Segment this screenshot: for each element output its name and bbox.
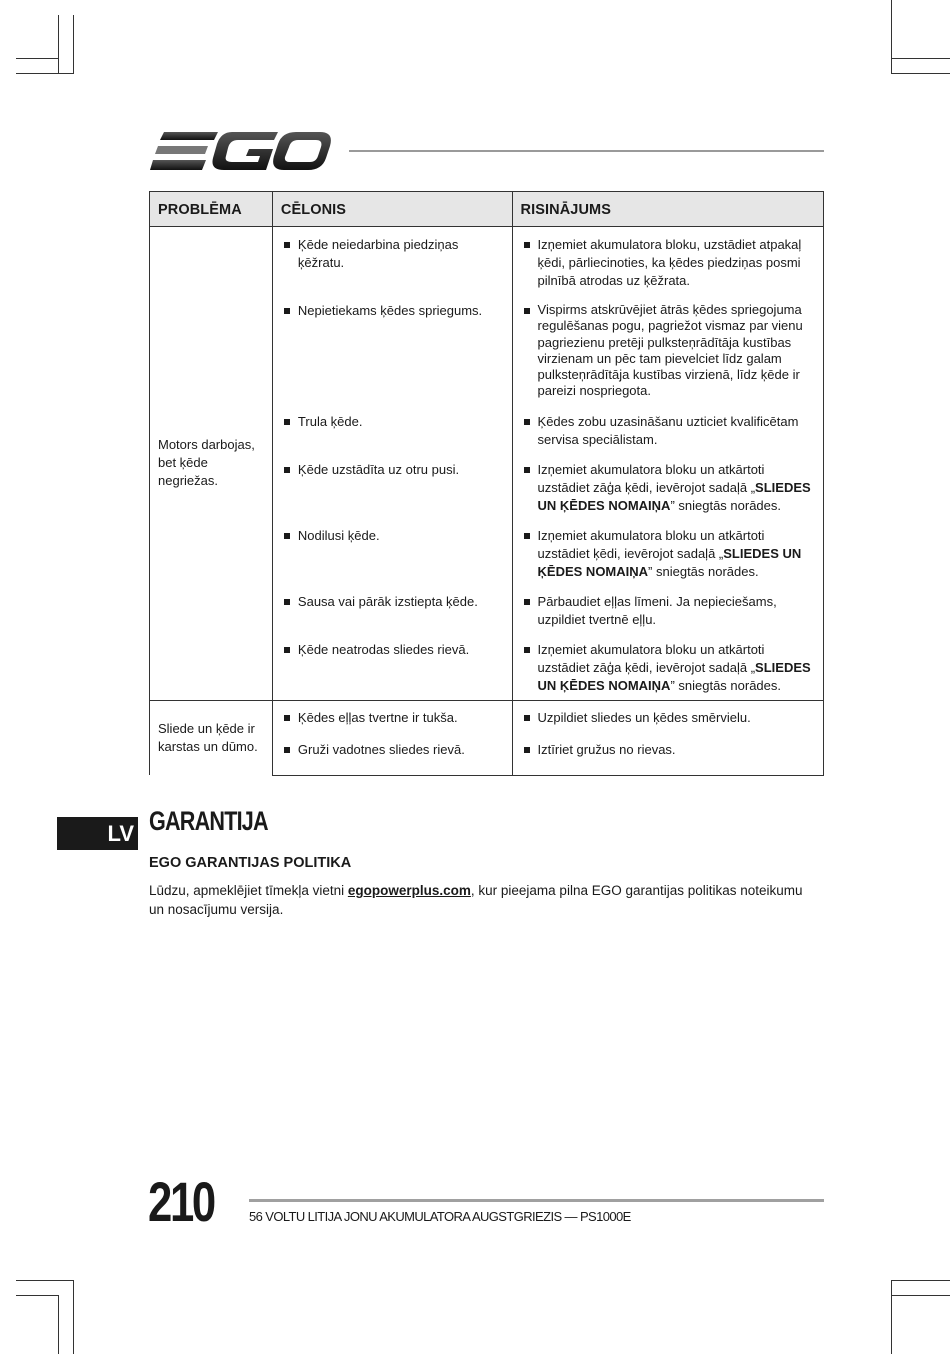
cause-text: Trula ķēde. xyxy=(273,413,512,431)
solution-cell xyxy=(512,527,823,593)
solution-text-post: ” sniegtās norādes. xyxy=(648,563,759,579)
warranty-subtitle: EGO GARANTIJAS POLITIKA xyxy=(149,855,352,871)
solution-cell xyxy=(512,413,823,461)
ego-logo xyxy=(150,130,332,172)
footer-product-title: 56 VOLTU LITIJA JONU AKUMULATORA AUGSTGRIEZIS — PS1000E xyxy=(249,1209,631,1224)
cause-cell xyxy=(272,227,512,303)
problem-cell: Motors darbojas, bet ķēde negriežas. xyxy=(150,227,273,701)
solution-cell xyxy=(512,302,823,413)
header-solution: RISINĀJUMS xyxy=(512,192,823,227)
cause-cell xyxy=(272,527,512,593)
cause-text: Ķēde neiedarbina piedziņas ķēžratu. xyxy=(273,236,512,272)
cause-text: Ķēdes eļļas tvertne ir tukša. xyxy=(273,709,512,727)
troubleshooting-table xyxy=(149,191,824,776)
cause-cell xyxy=(272,641,512,701)
solution-text: Iztīriet gružus no rievas. xyxy=(513,741,823,759)
cause-cell xyxy=(272,413,512,461)
solution-cell xyxy=(512,461,823,527)
header-problem: PROBLĒMA xyxy=(150,192,273,227)
footer-rule xyxy=(249,1199,824,1202)
warranty-title: GARANTIJA xyxy=(149,806,268,836)
solution-text-pre: Izņemiet akumulatora bloku un atkārtoti uzstādiet zāģa ķēdi, ievērojot sadaļā „ xyxy=(537,641,765,675)
solution-text xyxy=(513,461,823,515)
header-rule xyxy=(349,150,824,152)
crop-mark xyxy=(16,73,74,74)
header-cause: CĒLONIS xyxy=(272,192,512,227)
cause-text: Nodilusi ķēde. xyxy=(273,527,512,545)
crop-mark xyxy=(73,1280,74,1354)
cause-cell xyxy=(272,302,512,413)
cause-text: Ķēde neatrodas sliedes rievā. xyxy=(273,641,512,659)
crop-mark xyxy=(891,1280,950,1281)
crop-mark xyxy=(16,1280,74,1281)
crop-mark xyxy=(891,58,950,59)
solution-text xyxy=(513,641,823,695)
language-tab: LV xyxy=(57,817,138,850)
logo-text: EGO xyxy=(241,160,244,161)
solution-text-pre: Izņemiet akumulatora bloku un atkārtoti uzstādiet zāģa ķēdi, ievērojot sadaļā „ xyxy=(537,461,765,495)
table-row xyxy=(150,700,824,741)
table-header-row xyxy=(150,192,824,227)
solution-text: Pārbaudiet eļļas līmeni. Ja nepieciešams, uzpildiet tvertnē eļļu. xyxy=(513,593,823,629)
cause-cell xyxy=(272,593,512,641)
cause-cell xyxy=(272,461,512,527)
solution-cell xyxy=(512,227,823,303)
warranty-text-pre: Lūdzu, apmeklējiet tīmekļa vietni xyxy=(149,883,348,898)
solution-cell xyxy=(512,700,823,741)
cause-cell xyxy=(272,741,512,776)
warranty-text xyxy=(149,881,809,919)
section-reference: SLIEDES UN ĶĒDES NOMAIŅA xyxy=(537,545,802,579)
solution-cell xyxy=(512,593,823,641)
solution-text: Ķēdes zobu uzasināšanu uzticiet kvalificētam servisa speciālistam. xyxy=(513,413,823,449)
crop-mark xyxy=(58,1295,59,1354)
crop-mark xyxy=(891,1280,892,1354)
warranty-text-post: , kur pieejama pilna EGO garantijas politikas noteikumu un nosacījumu versija. xyxy=(149,883,803,917)
solution-text: Uzpildiet sliedes un ķēdes smērvielu. xyxy=(513,709,823,727)
crop-mark xyxy=(891,73,950,74)
crop-mark xyxy=(58,15,59,73)
problem-cell: Sliede un ķēde ir karstas un dūmo. xyxy=(150,700,273,775)
cause-text: Sausa vai pārāk izstiepta ķēde. xyxy=(273,593,512,611)
solution-cell xyxy=(512,741,823,776)
solution-text-pre: Izņemiet akumulatora bloku un atkārtoti uzstādiet ķēdi, ievērojot sadaļā „ xyxy=(537,527,765,561)
cause-text: Gruži vadotnes sliedes rievā. xyxy=(273,741,512,759)
cause-text: Nepietiekams ķēdes spriegums. xyxy=(273,302,512,320)
crop-mark xyxy=(73,15,74,73)
solution-text: Vispirms atskrūvējiet ātrās ķēdes spriegojuma regulēšanas pogu, pagriežot vismaz par vienu pagriezienu pretēji pulksteņrādītāja kustības virzienam un pēc tam pievelciet līdz galam pulksteņrādītāja kustības virzienā, līdz ķēde ir pareizi nospriegota. xyxy=(513,302,823,400)
solution-text xyxy=(513,527,823,581)
crop-mark xyxy=(891,0,892,73)
section-reference: SLIEDES UN ĶĒDES NOMAIŅA xyxy=(537,479,811,513)
solution-text-post: ” sniegtās norādes. xyxy=(670,497,782,513)
cause-text: Ķēde uzstādīta uz otru pusi. xyxy=(273,461,512,479)
solution-cell xyxy=(512,641,823,701)
website-link[interactable]: egopowerplus.com xyxy=(347,883,471,898)
crop-mark xyxy=(16,1295,59,1296)
crop-mark xyxy=(891,1295,950,1296)
section-reference: SLIEDES UN ĶĒDES NOMAIŅA xyxy=(537,659,811,693)
solution-text: Izņemiet akumulatora bloku, uzstādiet atpakaļ ķēdi, pārliecinoties, ka ķēdes piedziņas posmi pilnībā atrodas uz ķēžrata. xyxy=(513,236,823,290)
table-row xyxy=(150,227,824,303)
solution-text-post: ” sniegtās norādes. xyxy=(670,677,782,693)
page-number: 210 xyxy=(148,1170,214,1233)
cause-cell xyxy=(272,700,512,741)
crop-mark xyxy=(16,58,59,59)
